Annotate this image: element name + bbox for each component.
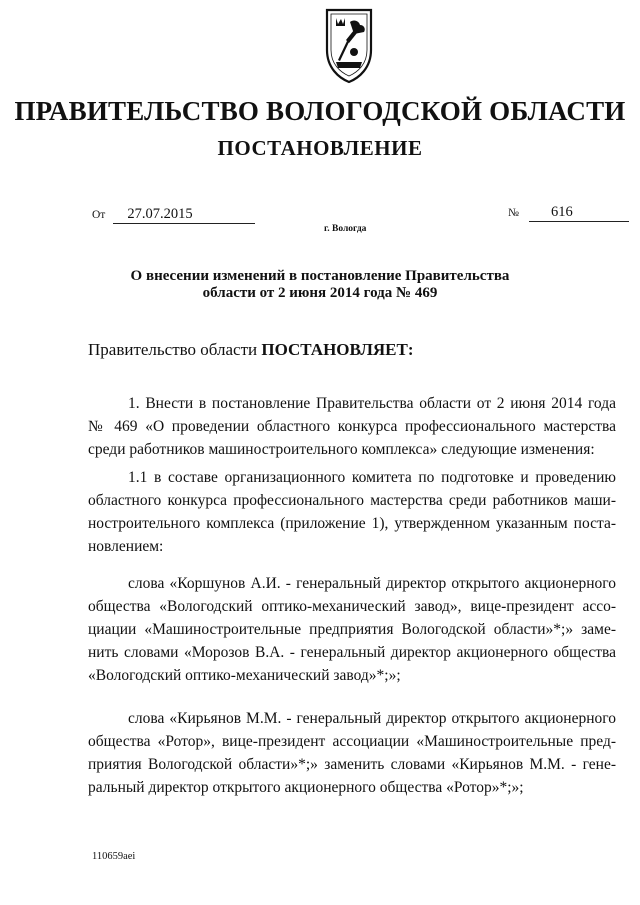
vologda-coat-of-arms-icon	[324, 6, 374, 84]
paragraph-words-korshunov	[88, 572, 616, 687]
paragraph-line: 1. Внести в постановление Правительства области от 2 июня 2014 года	[128, 395, 616, 412]
paragraph-line: № 469 «О проведении областного конкурса профессионального мастерства	[88, 418, 616, 435]
paragraph-1-1	[88, 466, 616, 558]
number-field	[508, 203, 629, 222]
preamble-resolves: ПОСТАНОВЛЯЕТ:	[261, 340, 414, 359]
date-prefix: От	[92, 209, 106, 221]
subject-line: О внесении изменений в постановление Правительства	[130, 268, 510, 284]
paragraph-1	[88, 392, 616, 461]
preamble	[88, 340, 414, 360]
paragraph-line: общества «Ротор», вице-президент ассоциации «Машиностроительные пред-	[88, 733, 616, 750]
paragraph-line: общества «Вологодский оптико-механический завод», вице-президент ассо-	[88, 598, 616, 615]
paragraph-words-kiryanov	[88, 707, 616, 799]
number-prefix: №	[508, 207, 519, 219]
document-subject	[120, 268, 520, 302]
paragraph-line: среди работников машиностроительного комплекса» следующие изменения:	[88, 441, 595, 458]
date-field	[92, 205, 255, 224]
document-type: ПОСТАНОВЛЕНИЕ	[217, 136, 423, 160]
paragraph-line: приятия Вологодской области»*;» заменить словами «Кирьянов М.М. - гене-	[88, 756, 616, 773]
paragraph-line: нить словами «Морозов В.А. - генеральный директор акционерного общества	[88, 644, 616, 661]
paragraph-line: слова «Коршунов А.И. - генеральный директор открытого акционерного	[128, 575, 616, 592]
paragraph-line: новлением:	[88, 538, 164, 555]
footer-code: 110659aei	[92, 851, 136, 862]
paragraph-line: 1.1 в составе организационного комитета по подготовке и проведению	[128, 469, 616, 486]
paragraph-line: ральный директор открытого акционерного общества «Ротор»*;»;	[88, 779, 524, 796]
number-value: 616	[529, 204, 629, 222]
subject-line: области от 2 июня 2014 года № 469	[202, 285, 438, 301]
city-label: г. Вологда	[324, 224, 367, 234]
paragraph-line: «Вологодский оптико-механический завод»*;»;	[88, 667, 401, 684]
paragraph-line: циации «Машиностроительные предприятия Вологодской области»*;» заме-	[88, 621, 616, 638]
date-value: 27.07.2015	[113, 206, 255, 224]
government-title: ПРАВИТЕЛЬСТВО ВОЛОГОДСКОЙ ОБЛАСТИ	[14, 96, 626, 126]
preamble-text: Правительство области	[88, 340, 262, 359]
paragraph-line: слова «Кирьянов М.М. - генеральный директор открытого акционерного	[128, 710, 616, 727]
paragraph-line: областного конкурса профессионального мастерства среди работников маши-	[88, 492, 616, 509]
paragraph-line: ностроительного комплекса (приложение 1), утвержденном указанным поста-	[88, 515, 616, 532]
